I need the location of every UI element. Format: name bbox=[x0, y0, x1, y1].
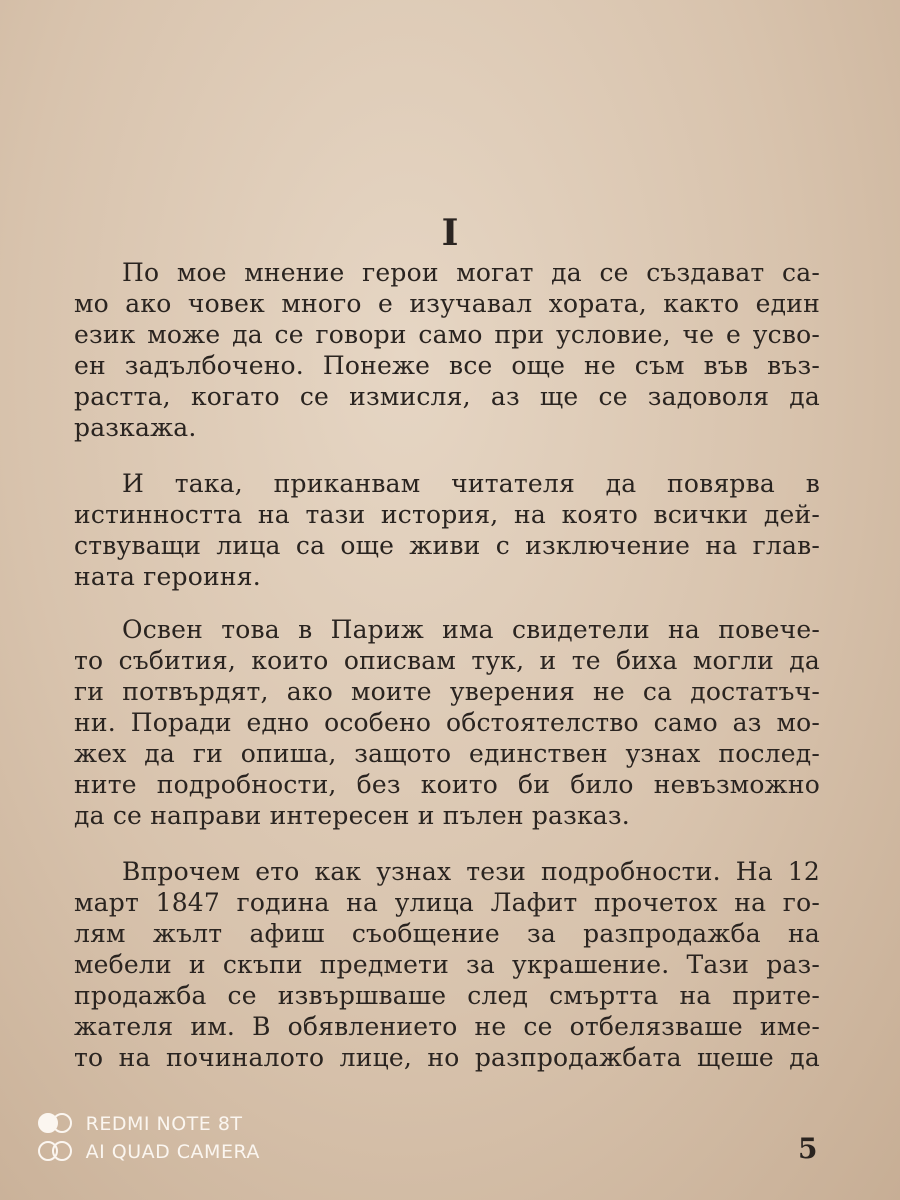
text-line: мебели и скъпи предмети за украшение. Тази раз- bbox=[74, 950, 820, 979]
text-line: жех да ги опиша, защото единствен узнах послед- bbox=[74, 739, 820, 768]
text-line: ги потвърдят, ако моите уверения не са достатъч- bbox=[74, 677, 820, 706]
lens-icon bbox=[52, 1141, 72, 1161]
text-line: И така, приканвам читателя да повярва в bbox=[122, 469, 820, 498]
text-line: да се направи интересен и пълен разказ. bbox=[74, 801, 630, 830]
text-line: жателя им. В обявлението не се отбелязваше име- bbox=[74, 1012, 820, 1041]
text-line: Впрочем ето как узнах тези подробности. На 12 bbox=[122, 857, 820, 886]
text-line: ната героиня. bbox=[74, 562, 261, 591]
text-line: ствуващи лица са още живи с изключение на глав- bbox=[74, 531, 820, 560]
text-line: лям жълт афиш съобщение за разпродажба на bbox=[74, 919, 820, 948]
page-number: 5 bbox=[798, 1132, 818, 1165]
chapter-heading: I bbox=[441, 212, 459, 254]
text-line: то на починалото лице, но разпродажбата щеше да bbox=[74, 1043, 820, 1072]
text-line: ните подробности, без които би било невъзможно bbox=[74, 770, 820, 799]
text-line: растта, когато се измисля, аз ще се задоволя да bbox=[74, 382, 820, 411]
text-line: По мое мнение герои могат да се създават са- bbox=[122, 258, 820, 287]
text-line: ни. Поради едно особено обстоятелство само аз мо- bbox=[74, 708, 820, 737]
text-line: Освен това в Париж има свидетели на повече- bbox=[122, 615, 820, 644]
text-line: мо ако човек много е изучавал хората, както един bbox=[74, 289, 820, 318]
text-line: продажба се извършваше след смъртта на прите- bbox=[74, 981, 820, 1010]
text-line: то събития, които описвам тук, и те биха могли да bbox=[74, 646, 820, 675]
text-line: март 1847 година на улица Лафит прочетох на го- bbox=[74, 888, 820, 917]
text-line: истинността на тази история, на която всички дей- bbox=[74, 500, 820, 529]
text-line: ен задълбочено. Понеже все още не съм във въз- bbox=[74, 351, 820, 380]
text-line: език може да се говори само при условие, че е усво- bbox=[74, 320, 820, 349]
camera-watermark-label: AI QUAD CAMERA bbox=[38, 1141, 260, 1163]
camera-watermark-model: REDMI NOTE 8T bbox=[38, 1113, 243, 1135]
lens-icon bbox=[52, 1113, 72, 1133]
text-line: разкажа. bbox=[74, 413, 197, 442]
